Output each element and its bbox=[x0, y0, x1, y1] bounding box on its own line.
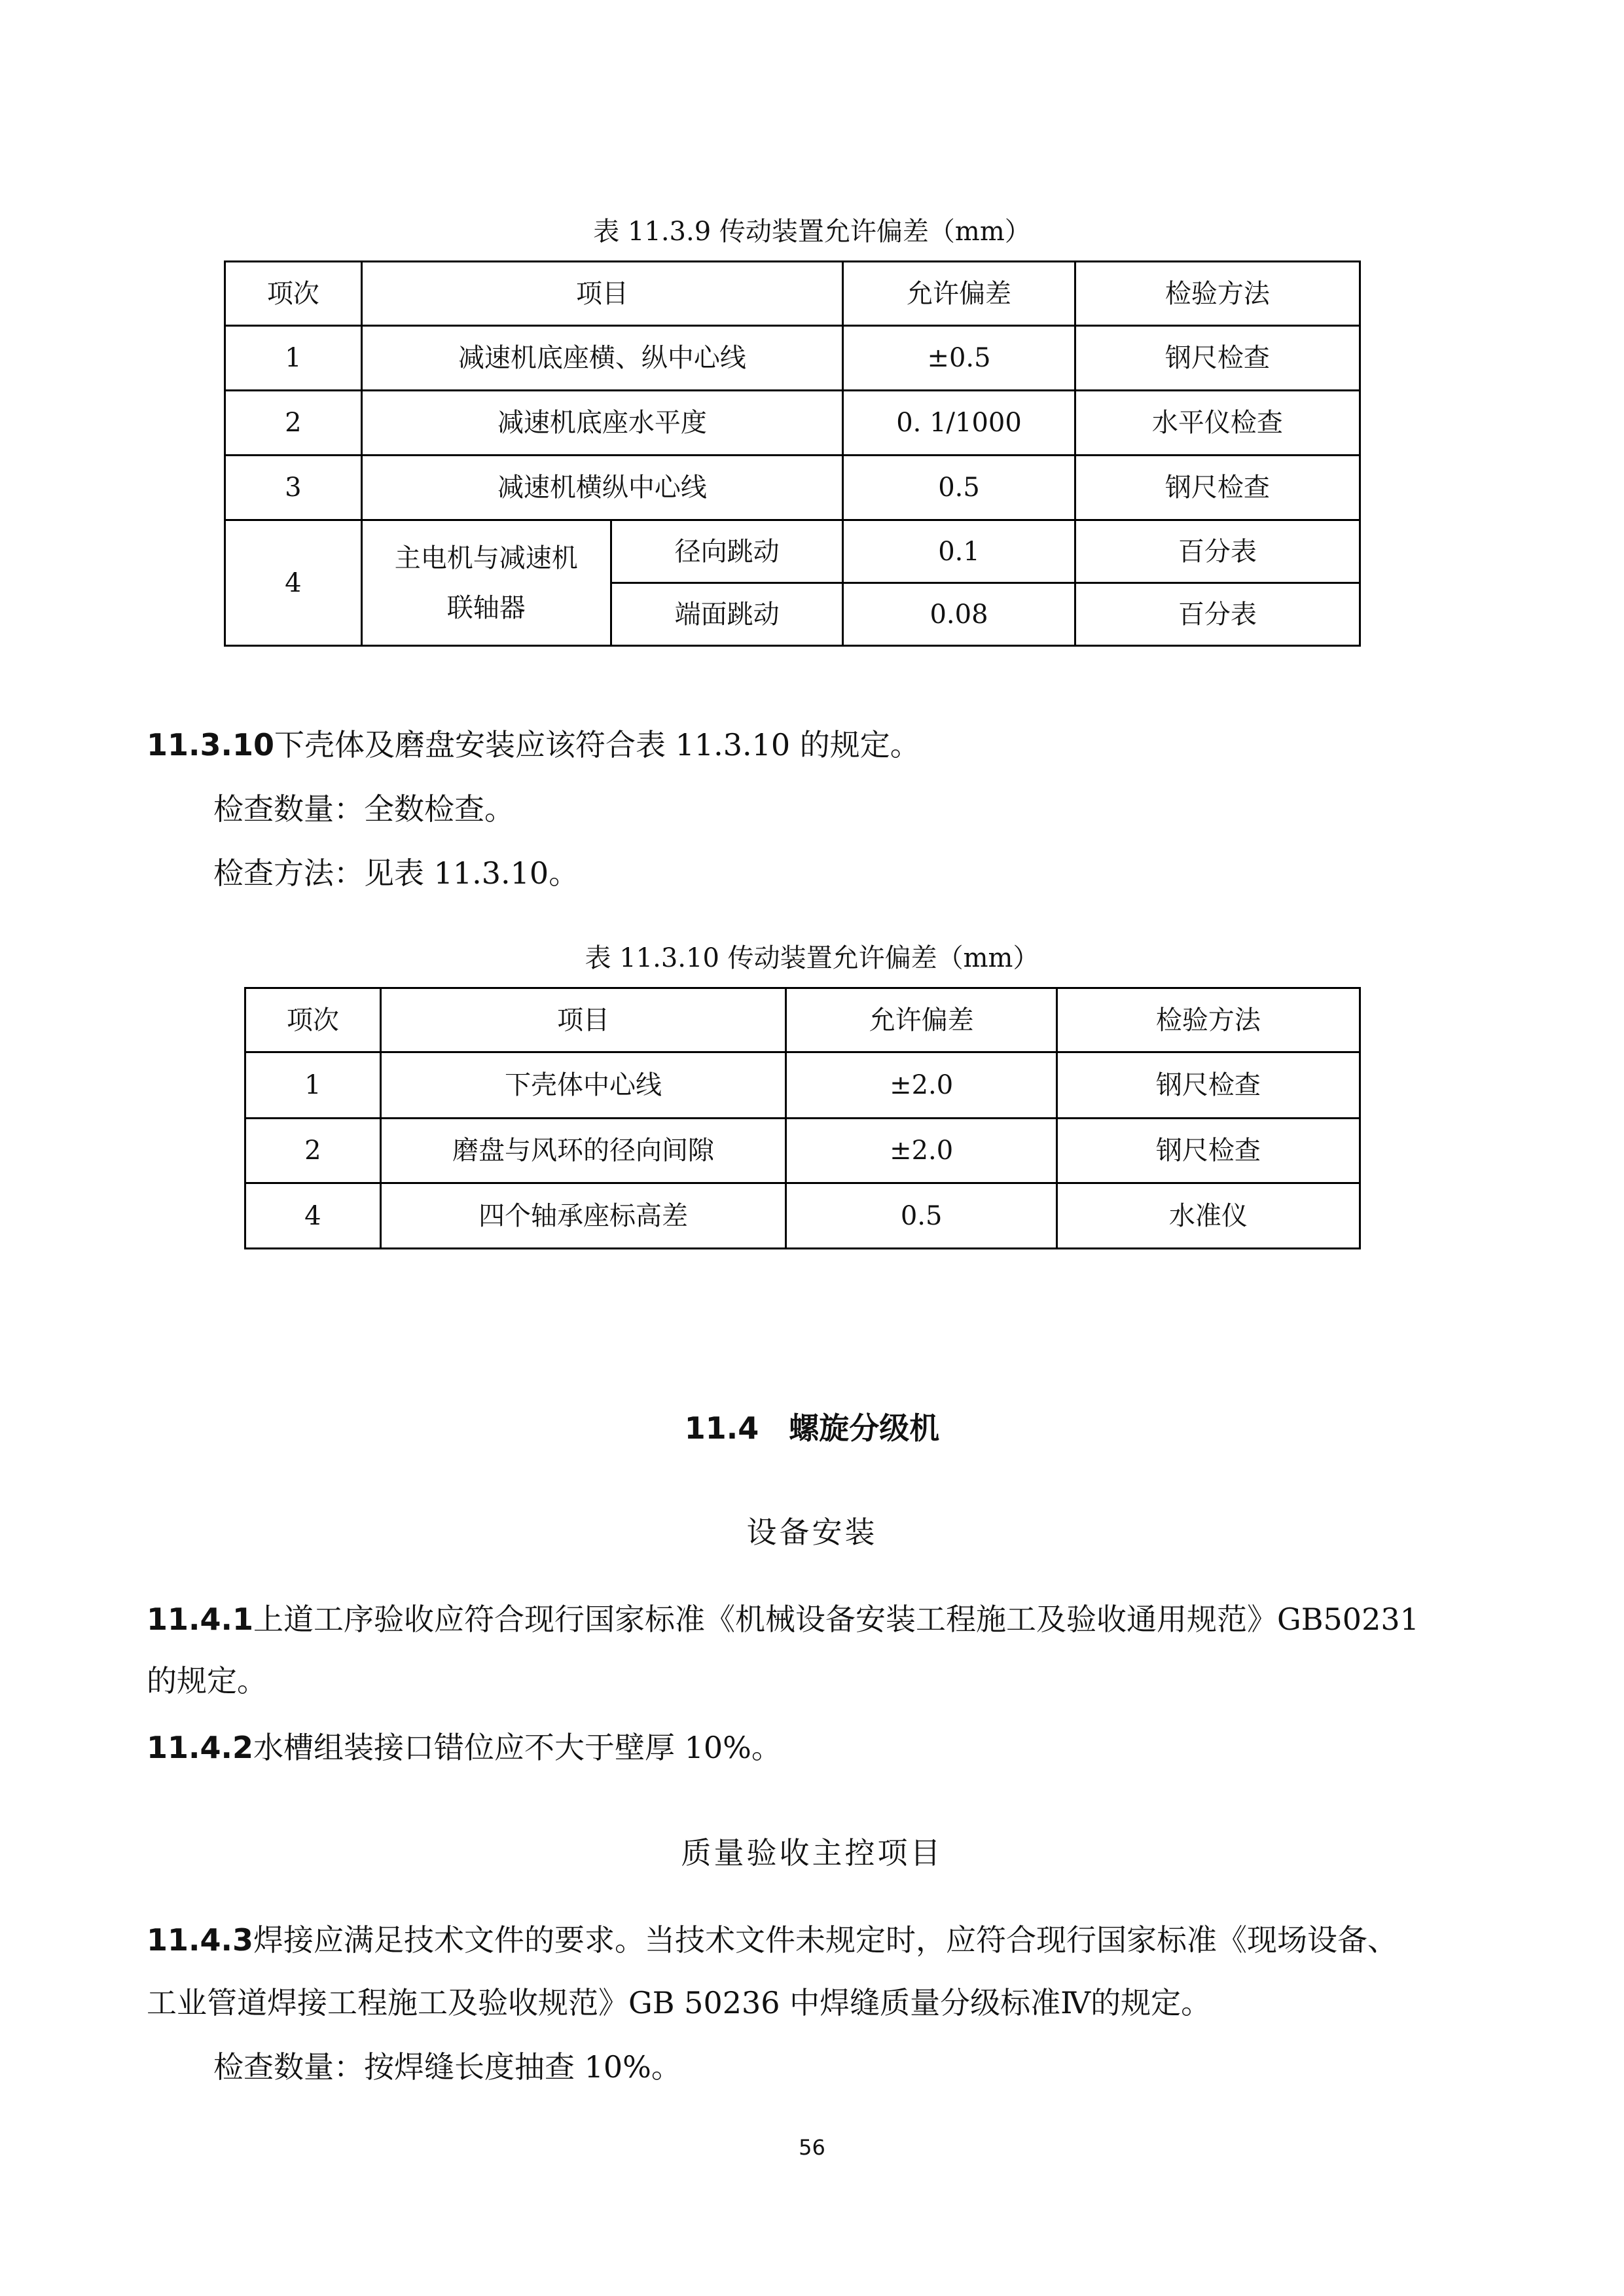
clause-number: 11.4.2 bbox=[147, 1730, 253, 1765]
row-method: 水平仪检查 bbox=[1075, 391, 1360, 456]
clause-text: 水槽组装接口错位应不大于壁厚 10%。 bbox=[253, 1730, 782, 1765]
row-tol: ±2.0 bbox=[786, 1052, 1056, 1119]
row-method: 钢尺检查 bbox=[1075, 456, 1360, 520]
table-row bbox=[245, 1119, 1360, 1183]
row-method: 钢尺检查 bbox=[1075, 326, 1360, 391]
clause-number: 11.3.10 bbox=[147, 727, 274, 762]
row-tol: 0.5 bbox=[786, 1183, 1056, 1249]
clause-text: 上道工序验收应符合现行国家标准《机械设备安装工程施工及验收通用规范》GB50231 bbox=[253, 1602, 1419, 1637]
row-item-line2: 联轴器 bbox=[446, 592, 526, 623]
table2-header-no: 项次 bbox=[245, 988, 381, 1052]
table-row bbox=[225, 391, 1360, 456]
clause-number: 11.4.3 bbox=[147, 1922, 253, 1958]
row-method: 百分表 bbox=[1075, 583, 1360, 646]
clause-11-4-1 bbox=[147, 1596, 1419, 1639]
table-row bbox=[225, 326, 1360, 391]
table1-header-no: 项次 bbox=[225, 262, 362, 326]
row-tol: ±2.0 bbox=[786, 1119, 1056, 1183]
table1-header-item: 项目 bbox=[361, 262, 843, 326]
row-item: 磨盘与风环的径向间隙 bbox=[380, 1119, 786, 1183]
row-item-line1: 主电机与减速机 bbox=[394, 543, 578, 573]
page-number: 56 bbox=[799, 2135, 825, 2160]
row-tol: 0.08 bbox=[843, 583, 1075, 646]
check-quantity-weld: 检查数量：按焊缝长度抽查 10%。 bbox=[213, 2049, 681, 2085]
row-method: 百分表 bbox=[1075, 520, 1360, 583]
clause-number: 11.4.1 bbox=[147, 1602, 253, 1637]
section-heading: 11.4 螺旋分级机 bbox=[684, 1410, 940, 1446]
table1 bbox=[224, 260, 1361, 647]
row-item: 四个轴承座标高差 bbox=[380, 1183, 786, 1249]
row-no: 4 bbox=[245, 1183, 381, 1249]
table1-caption: 表 11.3.9 传动装置允许偏差（mm） bbox=[593, 217, 1031, 247]
table-row bbox=[245, 1052, 1360, 1119]
table-row bbox=[225, 520, 1360, 583]
row-subitem: 径向跳动 bbox=[611, 520, 842, 583]
row-item: 减速机底座横、纵中心线 bbox=[361, 326, 843, 391]
clause-text: 下壳体及磨盘安装应该符合表 11.3.10 的规定。 bbox=[274, 727, 920, 762]
row-method: 钢尺检查 bbox=[1056, 1119, 1360, 1183]
check-quantity: 检查数量：全数检查。 bbox=[213, 791, 514, 827]
row-method: 钢尺检查 bbox=[1056, 1052, 1360, 1119]
clause-11-4-2 bbox=[147, 1724, 782, 1767]
clause-11-3-10 bbox=[147, 721, 920, 764]
table1-header-tol: 允许偏差 bbox=[843, 262, 1075, 326]
row-item: 减速机横纵中心线 bbox=[361, 456, 843, 520]
table2 bbox=[244, 987, 1361, 1249]
table2-header-tol: 允许偏差 bbox=[786, 988, 1056, 1052]
row-no: 1 bbox=[225, 326, 362, 391]
table2-header-item: 项目 bbox=[380, 988, 786, 1052]
table2-caption: 表 11.3.10 传动装置允许偏差（mm） bbox=[585, 943, 1039, 973]
row-tol: ±0.5 bbox=[843, 326, 1075, 391]
table-row bbox=[225, 456, 1360, 520]
row-method: 水准仪 bbox=[1056, 1183, 1360, 1249]
row-no: 2 bbox=[245, 1119, 381, 1183]
subheading-installation: 设备安装 bbox=[746, 1515, 878, 1550]
row-no: 4 bbox=[225, 520, 362, 646]
row-tol: 0. 1/1000 bbox=[843, 391, 1075, 456]
table1-header-row bbox=[225, 262, 1360, 326]
table-row bbox=[245, 1183, 1360, 1249]
row-item: 减速机底座水平度 bbox=[361, 391, 843, 456]
row-no: 1 bbox=[245, 1052, 381, 1119]
row-tol: 0.1 bbox=[843, 520, 1075, 583]
clause-11-4-3-cont: 工业管道焊接工程施工及验收规范》GB 50236 中焊缝质量分级标准Ⅳ的规定。 bbox=[147, 1985, 1212, 2020]
row-subitem: 端面跳动 bbox=[611, 583, 842, 646]
subheading-quality: 质量验收主控项目 bbox=[681, 1835, 943, 1871]
clause-text: 焊接应满足技术文件的要求。当技术文件未规定时，应符合现行国家标准《现场设备、 bbox=[253, 1922, 1398, 1958]
table2-header-method: 检验方法 bbox=[1056, 988, 1360, 1052]
table1-header-method: 检验方法 bbox=[1075, 262, 1360, 326]
check-method: 检查方法：见表 11.3.10。 bbox=[213, 855, 579, 891]
row-no: 3 bbox=[225, 456, 362, 520]
table2-header-row bbox=[245, 988, 1360, 1052]
clause-11-4-1-cont: 的规定。 bbox=[147, 1663, 267, 1698]
row-tol: 0.5 bbox=[843, 456, 1075, 520]
row-no: 2 bbox=[225, 391, 362, 456]
row-item: 下壳体中心线 bbox=[380, 1052, 786, 1119]
row-item-merged bbox=[361, 520, 611, 646]
clause-11-4-3 bbox=[147, 1916, 1398, 1960]
